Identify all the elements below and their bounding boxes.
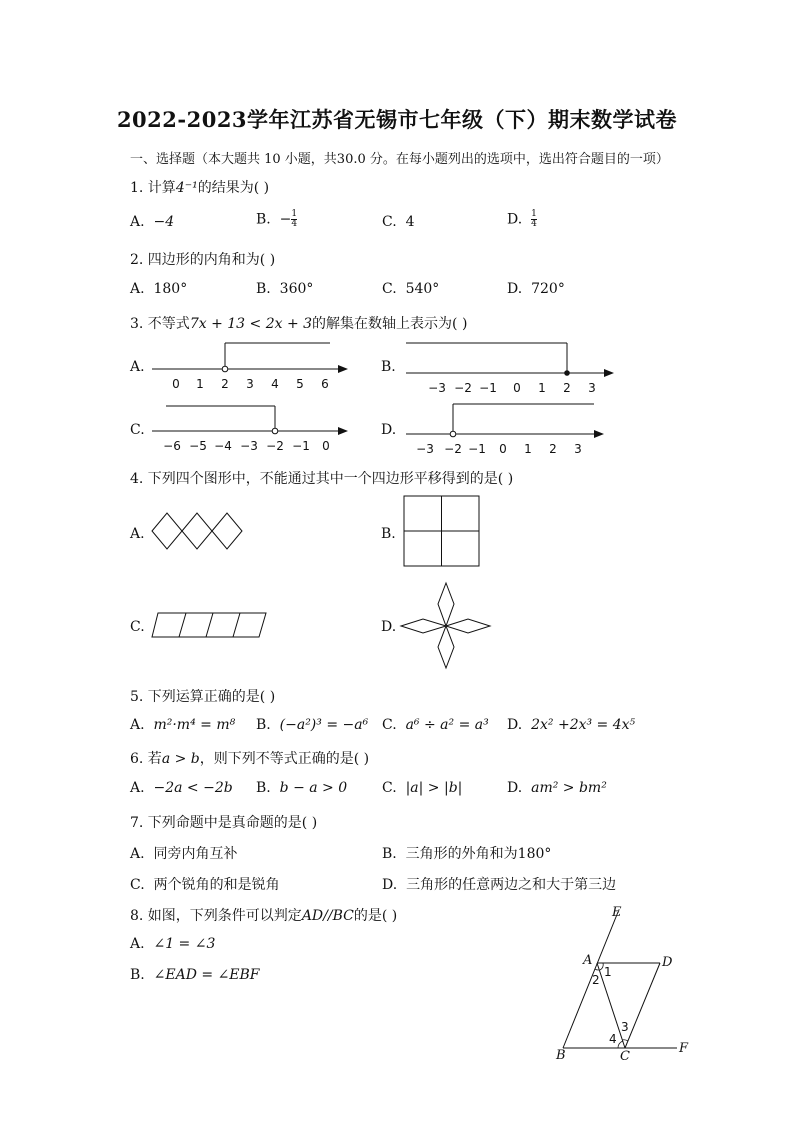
number-line-d (400, 398, 620, 458)
angle-label-2: 2 (592, 973, 600, 987)
q7-option-a[interactable] (130, 843, 237, 863)
question-3-inequality: 7x + 13 < 2x + 3 (189, 316, 313, 332)
question-3-text-a: 3. 不等式 (130, 316, 190, 332)
option-value: m²·m⁴ = m⁸ (153, 717, 236, 733)
figure-a-diamonds (152, 512, 247, 552)
option-label: C. (130, 877, 145, 893)
tick-label: 3 (588, 381, 596, 395)
option-label: D. (507, 211, 523, 228)
option-label: A. (130, 281, 145, 297)
angle-arc-1 (600, 963, 603, 970)
tick-label: 1 (196, 377, 204, 391)
q5-option-c[interactable] (382, 717, 489, 733)
question-1 (130, 177, 269, 197)
question-8-text-a: 8. 如图，下列条件可以判定 (130, 908, 302, 924)
option-label: C. (382, 780, 397, 796)
q2-option-b[interactable] (256, 281, 313, 297)
option-label: B. (130, 967, 145, 983)
option-value: 540° (405, 281, 440, 297)
option-value: b − a > 0 (279, 780, 348, 796)
q6-option-b[interactable] (256, 780, 347, 796)
option-value: 720° (531, 281, 565, 297)
tick-label: 0 (322, 439, 330, 453)
tick-label: 1 (538, 381, 546, 395)
question-1-text-a: 1. 计算 (130, 180, 176, 196)
tick-label: −2 (444, 442, 462, 456)
tick-label: 2 (221, 377, 229, 391)
axis-arrow-icon (594, 430, 604, 438)
tick-label: −2 (266, 439, 284, 453)
tick-label: −1 (479, 381, 497, 395)
option-value: (−a²)³ = −a⁶ (279, 717, 369, 733)
closed-endpoint (564, 370, 570, 376)
fraction-denominator: 4 (531, 219, 537, 229)
tick-label: −6 (163, 439, 181, 453)
label-e: E (612, 905, 622, 920)
label-b: B (556, 1048, 566, 1063)
tick-label: 0 (513, 381, 521, 395)
label-c: C (620, 1049, 630, 1064)
option-label: D. (507, 780, 523, 796)
tick-label: 6 (321, 377, 329, 391)
option-value: 180° (153, 281, 188, 297)
question-7: 7. 下列命题中是真命题的是( ) (130, 815, 318, 831)
angle-arc-2 (595, 969, 599, 970)
q6-option-a[interactable] (130, 780, 233, 796)
option-value: |a| > |b| (405, 780, 463, 796)
angle-label-1: 1 (604, 965, 612, 979)
tick-label: 5 (296, 377, 304, 391)
question-4: 4. 下列四个图形中，不能通过其中一个四边形平移得到的是( ) (130, 471, 514, 487)
page-title: 2022-2023学年江苏省无锡市七年级（下）期末数学试卷 (116, 107, 678, 132)
question-3-text-b: 的解集在数轴上表示为( ) (312, 316, 468, 332)
option-label: A. (130, 717, 145, 733)
option-label: B. (382, 846, 397, 862)
tick-label: −1 (292, 439, 310, 453)
q1-option-b[interactable] (256, 210, 297, 229)
q2-option-d[interactable] (507, 281, 565, 297)
tick-label: −4 (214, 439, 232, 453)
number-line-a (150, 335, 360, 395)
question-6-text-a: 6. 若 (130, 751, 162, 767)
option-label: D. (507, 717, 523, 733)
q2-option-a[interactable] (130, 281, 187, 297)
option-label: A. (130, 780, 145, 796)
option-value: 360° (279, 281, 314, 297)
option-label: A. (130, 936, 145, 952)
question-5: 5. 下列运算正确的是( ) (130, 689, 276, 705)
question-6-text-b: ，则下列不等式正确的是( ) (199, 751, 370, 767)
question-8 (130, 905, 397, 925)
option-label: A. (130, 214, 145, 230)
tick-label: 3 (574, 442, 582, 456)
option-value: 4 (405, 214, 415, 230)
option-label: D. (382, 877, 398, 893)
option-value: 2x² +2x³ = 4x⁵ (531, 717, 636, 733)
tick-label: 1 (524, 442, 532, 456)
fraction (531, 210, 537, 229)
q8-option-b[interactable] (130, 967, 260, 983)
q1-option-c[interactable] (382, 214, 415, 230)
option-value: ∠1 = ∠3 (153, 936, 216, 952)
label-f: F (679, 1041, 689, 1056)
q3-option-a-label[interactable]: A. (130, 359, 145, 375)
option-label: B. (256, 717, 271, 733)
tick-label: 0 (172, 377, 180, 391)
q6-option-d[interactable] (507, 780, 607, 796)
question-6-condition: a > b (161, 751, 200, 767)
number-line-c (150, 398, 360, 458)
question-6 (130, 748, 369, 768)
option-value: 同旁内角互补 (153, 846, 238, 862)
tick-label: −2 (454, 381, 472, 395)
question-1-power: 4⁻¹ (175, 180, 198, 196)
option-value: ∠EAD = ∠EBF (153, 967, 260, 983)
q4-option-d-label[interactable]: D. (381, 619, 397, 635)
axis-arrow-icon (338, 427, 348, 435)
q8-option-a[interactable] (130, 936, 215, 952)
option-value: am² > bm² (531, 780, 607, 796)
open-endpoint (450, 431, 456, 437)
option-value: −4 (153, 214, 175, 230)
question-1-text-b: 的结果为( ) (197, 180, 270, 196)
open-endpoint (222, 366, 228, 372)
open-endpoint (272, 428, 278, 434)
q4-option-a-label[interactable]: A. (130, 526, 145, 542)
option-label: C. (382, 214, 397, 230)
q5-option-d[interactable] (507, 717, 635, 733)
q5-option-a[interactable] (130, 717, 235, 733)
tick-label: −1 (468, 442, 486, 456)
angle-label-4: 4 (609, 1032, 617, 1046)
q3-option-d-label[interactable]: D. (381, 422, 397, 438)
section-heading: 一、选择题（本大题共 10 小题，共30.0 分。在每小题列出的选项中，选出符合题目的一项） (130, 152, 669, 167)
option-label: B. (256, 281, 271, 297)
line-be (563, 912, 618, 1048)
label-d: D (662, 955, 673, 970)
tick-label: −3 (416, 442, 434, 456)
number-line-b (400, 335, 620, 395)
q7-option-c[interactable] (130, 874, 280, 894)
q4-option-c-label[interactable]: C. (130, 619, 145, 635)
question-3 (130, 313, 467, 333)
tick-label: 4 (271, 377, 279, 391)
option-value: 三角形的外角和为180° (405, 846, 552, 862)
angle-arc-4 (618, 1041, 623, 1048)
fraction-numerator: 1 (291, 209, 298, 219)
q1-option-a[interactable] (130, 214, 174, 230)
q7-option-d[interactable] (382, 874, 616, 894)
q6-option-c[interactable] (382, 780, 462, 796)
option-label: C. (382, 281, 397, 297)
option-value: 三角形的任意两边之和大于第三边 (406, 877, 617, 893)
line-dc (625, 963, 660, 1048)
fraction-numerator: 1 (531, 209, 537, 219)
q4-option-b-label[interactable]: B. (381, 526, 396, 542)
option-value: a⁶ ÷ a² = a³ (405, 717, 489, 733)
fraction (291, 210, 297, 229)
figure-b-squares (403, 495, 483, 569)
fraction-denominator: 4 (291, 219, 298, 229)
tick-label: −3 (240, 439, 258, 453)
option-label: B. (256, 211, 271, 228)
axis-arrow-icon (604, 369, 614, 377)
tick-label: 0 (499, 442, 507, 456)
q7-option-b[interactable] (382, 843, 551, 863)
option-label: B. (256, 780, 271, 796)
option-value: − (279, 211, 292, 228)
q8-geometry-figure (550, 900, 700, 1070)
option-value: −2a < −2b (153, 780, 233, 796)
option-label: A. (130, 846, 145, 862)
q5-option-b[interactable] (256, 717, 368, 733)
tick-label: 3 (246, 377, 254, 391)
tick-label: 2 (549, 442, 557, 456)
question-8-text-b: 的是( ) (353, 908, 398, 924)
label-a: A (583, 953, 593, 968)
question-2: 2. 四边形的内角和为( ) (130, 252, 276, 268)
tick-label: −5 (189, 439, 207, 453)
angle-label-3: 3 (621, 1020, 629, 1034)
axis-arrow-icon (338, 365, 348, 373)
tick-label: −3 (428, 381, 446, 395)
tick-label: 2 (563, 381, 571, 395)
figure-d-star (400, 582, 492, 670)
figure-c-parallelograms (151, 612, 269, 640)
q2-option-c[interactable] (382, 281, 439, 297)
option-label: D. (507, 281, 523, 297)
question-8-parallel: AD//BC (301, 908, 354, 924)
q3-option-b-label[interactable]: B. (381, 359, 396, 375)
option-label: C. (382, 717, 397, 733)
q3-option-c-label[interactable]: C. (130, 422, 145, 438)
option-value: 两个锐角的和是锐角 (153, 877, 280, 893)
q1-option-d[interactable] (507, 210, 537, 229)
